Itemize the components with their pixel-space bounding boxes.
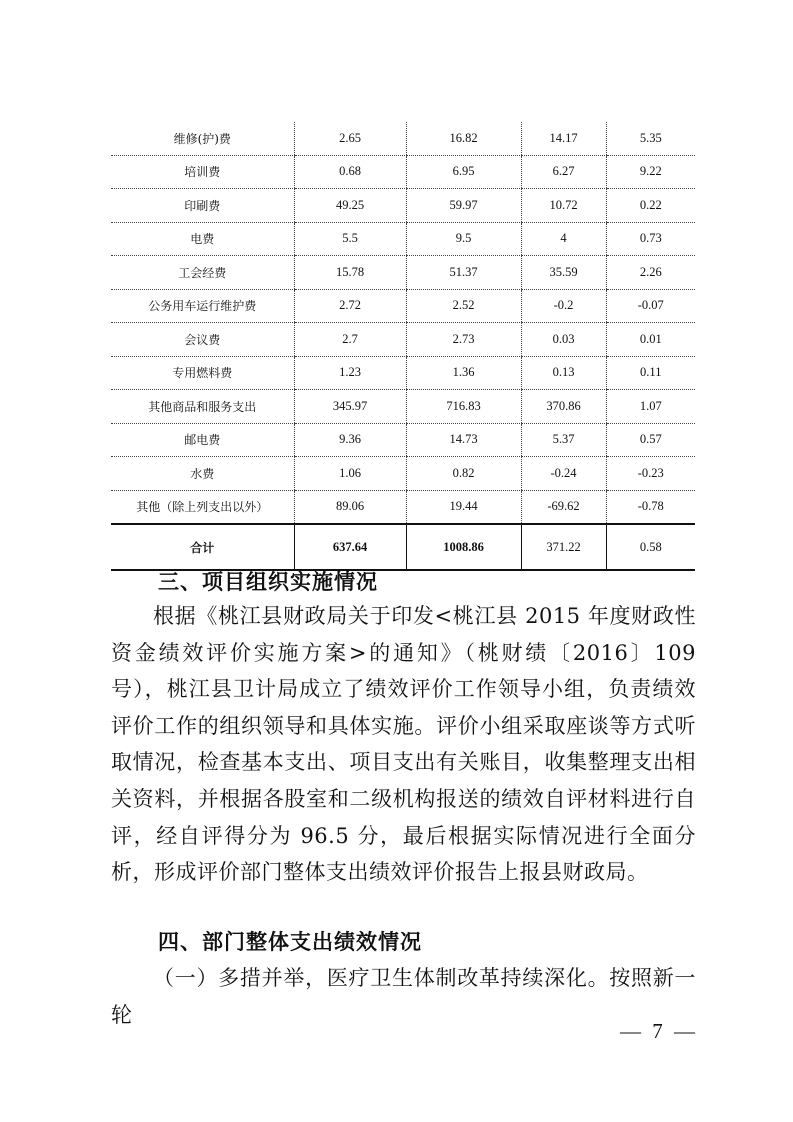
cell-value: 9.36 <box>294 423 406 457</box>
row-label: 电费 <box>111 222 294 256</box>
table-row <box>111 289 695 323</box>
cell-value: 0.01 <box>606 323 695 357</box>
cell-value: -0.23 <box>606 457 695 491</box>
row-label: 其他（除上列支出以外） <box>111 490 294 524</box>
table-row <box>111 457 695 491</box>
cell-value: 15.78 <box>294 256 406 290</box>
cell-value: 0.22 <box>606 189 695 223</box>
cell-value: 0.13 <box>521 356 606 390</box>
cell-value: 14.73 <box>406 423 521 457</box>
total-value: 0.58 <box>606 524 695 570</box>
cell-value: 716.83 <box>406 390 521 424</box>
cell-value: 6.27 <box>521 155 606 189</box>
table-row <box>111 256 695 290</box>
table-row <box>111 423 695 457</box>
section-paragraph-4: （一）多措并举，医疗卫生体制改革持续深化。按照新一轮 <box>111 966 696 1027</box>
row-label: 培训费 <box>111 155 294 189</box>
table-row <box>111 390 695 424</box>
cell-value: -69.62 <box>521 490 606 524</box>
cell-value: 1.36 <box>406 356 521 390</box>
row-label: 邮电费 <box>111 423 294 457</box>
cell-value: 370.86 <box>521 390 606 424</box>
table-row <box>111 122 695 155</box>
row-label: 会议费 <box>111 323 294 357</box>
table-total-row <box>111 524 695 570</box>
cell-value: 0.82 <box>406 457 521 491</box>
cell-value: 2.65 <box>294 122 406 155</box>
cell-value: 0.11 <box>606 356 695 390</box>
section-heading-4: 四、部门整体支出绩效情况 <box>158 929 422 954</box>
cell-value: 0.57 <box>606 423 695 457</box>
cell-value: 1.23 <box>294 356 406 390</box>
cell-value: 6.95 <box>406 155 521 189</box>
total-value: 371.22 <box>521 524 606 570</box>
section-paragraph-3: 根据《桃江县财政局关于印发<桃江县 2015 年度财政性资金绩效评价实施方案>的通知》（桃财绩〔2016〕109 号），桃江县卫计局成立了绩效评价工作领导小组，负责绩效评价工作的组织领导和具体实施。评价小组采取座谈等方式听取情况，检查基本支出、项目支出有关账目，收集整理支出相关资料，并根据各股室和二级机构报送的绩效自评材料进行自评，经自评得分为 96.5 分，最后根据实际情况进行全面分析，形成评价部门整体支出绩效评价报告上报县财政局。 <box>111 604 696 885</box>
cell-value: 0.03 <box>521 323 606 357</box>
cell-value: 2.26 <box>606 256 695 290</box>
cell-value: 10.72 <box>521 189 606 223</box>
section-heading-3: 三、项目组织实施情况 <box>158 569 378 594</box>
cell-value: -0.78 <box>606 490 695 524</box>
expense-table <box>111 122 695 571</box>
cell-value: 9.5 <box>406 222 521 256</box>
cell-value: 1.06 <box>294 457 406 491</box>
cell-value: 2.73 <box>406 323 521 357</box>
cell-value: 4 <box>521 222 606 256</box>
row-label: 水费 <box>111 457 294 491</box>
cell-value: 51.37 <box>406 256 521 290</box>
table-row <box>111 222 695 256</box>
row-label: 维修(护)费 <box>111 122 294 155</box>
table-row <box>111 356 695 390</box>
cell-value: 5.37 <box>521 423 606 457</box>
cell-value: -0.2 <box>521 289 606 323</box>
table-row <box>111 189 695 223</box>
table-row <box>111 323 695 357</box>
cell-value: 2.72 <box>294 289 406 323</box>
table-row <box>111 155 695 189</box>
cell-value: -0.07 <box>606 289 695 323</box>
table-row <box>111 490 695 524</box>
cell-value: 5.35 <box>606 122 695 155</box>
cell-value: 49.25 <box>294 189 406 223</box>
row-label: 工会经费 <box>111 256 294 290</box>
cell-value: 345.97 <box>294 390 406 424</box>
cell-value: 19.44 <box>406 490 521 524</box>
cell-value: 2.52 <box>406 289 521 323</box>
total-value: 1008.86 <box>406 524 521 570</box>
cell-value: 89.06 <box>294 490 406 524</box>
total-label: 合计 <box>111 524 294 570</box>
cell-value: 5.5 <box>294 222 406 256</box>
cell-value: -0.24 <box>521 457 606 491</box>
cell-value: 59.97 <box>406 189 521 223</box>
cell-value: 2.7 <box>294 323 406 357</box>
cell-value: 35.59 <box>521 256 606 290</box>
page-number: — 7 — <box>620 1019 698 1043</box>
cell-value: 16.82 <box>406 122 521 155</box>
cell-value: 9.22 <box>606 155 695 189</box>
row-label: 专用燃料费 <box>111 356 294 390</box>
cell-value: 14.17 <box>521 122 606 155</box>
row-label: 印刷费 <box>111 189 294 223</box>
row-label: 其他商品和服务支出 <box>111 390 294 424</box>
cell-value: 1.07 <box>606 390 695 424</box>
total-value: 637.64 <box>294 524 406 570</box>
cell-value: 0.68 <box>294 155 406 189</box>
row-label: 公务用车运行维护费 <box>111 289 294 323</box>
cell-value: 0.73 <box>606 222 695 256</box>
